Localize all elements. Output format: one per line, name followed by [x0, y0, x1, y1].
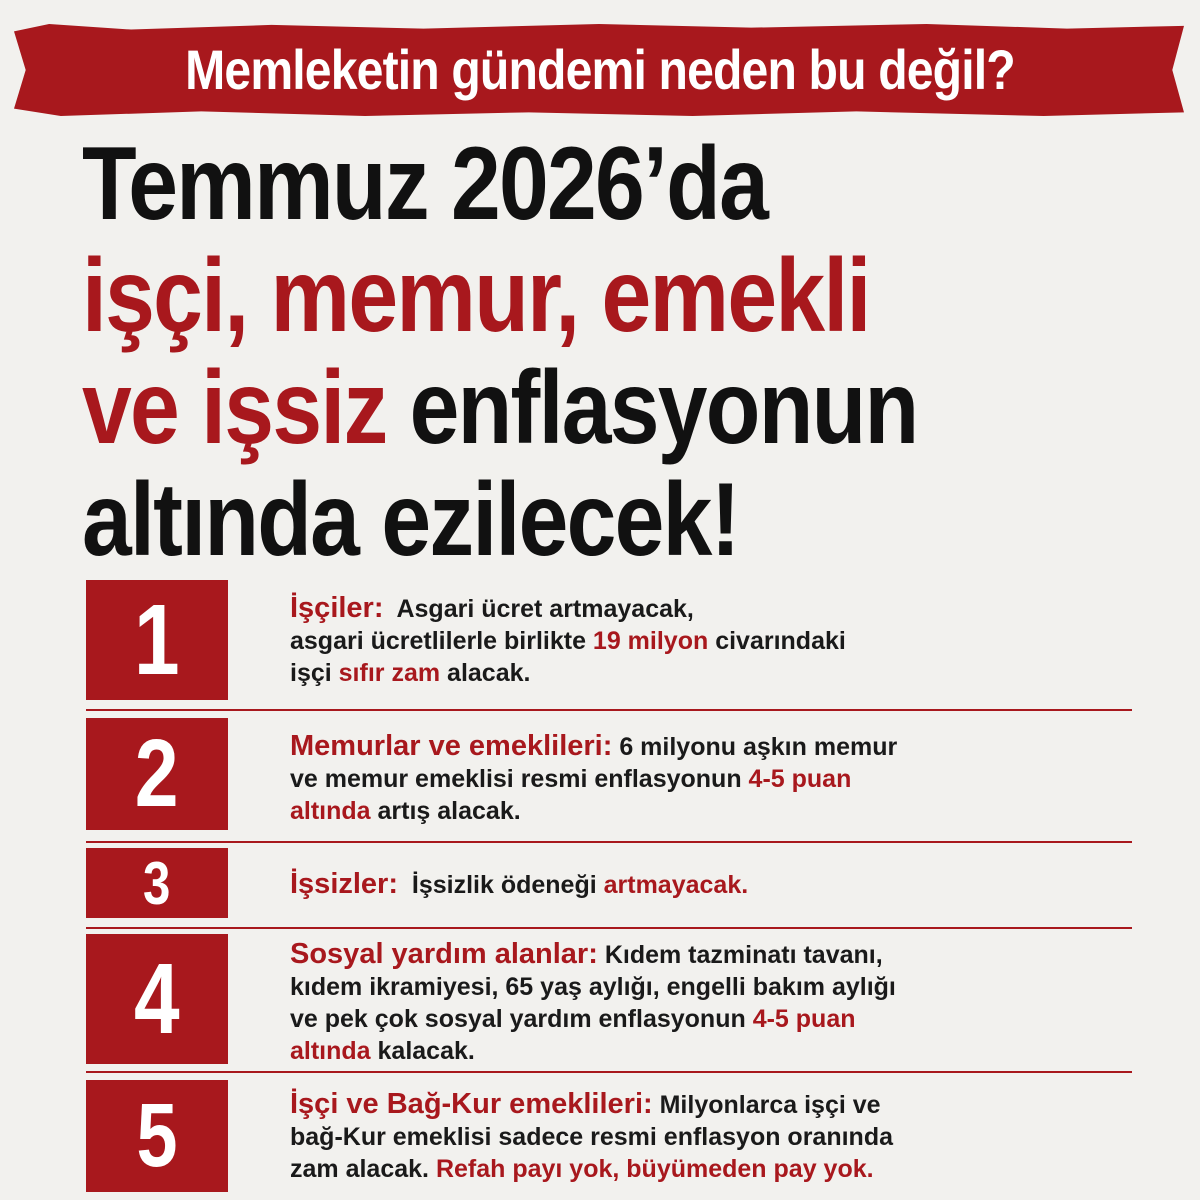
item-text [290, 592, 1090, 689]
item-text-part: zam alacak. [290, 1155, 436, 1183]
divider [86, 927, 1132, 929]
headline-line-3-red: ve işsiz [82, 350, 387, 466]
headline-line-4: altında ezilecek! [82, 462, 739, 578]
item-text-part: asgari ücretlilerle birlikte [290, 627, 593, 655]
list-item-4 [86, 934, 1132, 1072]
item-highlight: 4-5 puan [752, 1005, 856, 1033]
divider [86, 709, 1132, 711]
banner-title: Memleketin gündemi neden bu değil? [185, 38, 1015, 101]
item-text-part: işçi [290, 659, 339, 687]
item-highlight: sıfır zam [338, 659, 441, 687]
item-label: Sosyal yardım alanlar: [290, 938, 598, 970]
item-highlight: artmayacak. [603, 871, 749, 899]
item-highlight: altında [290, 1037, 371, 1065]
item-text [290, 938, 1090, 1067]
headline-line-1: Temmuz 2026’da [82, 126, 768, 242]
item-number-badge: 3 [86, 848, 228, 918]
item-text-part: ve memur emeklisi resmi enflasyonun [290, 765, 749, 793]
item-text-part: Asgari ücret artmayacak, [383, 595, 694, 623]
item-text-part: bağ-Kur emeklisi sadece resmi enflasyon oranında [290, 1123, 894, 1151]
headline [82, 128, 1028, 576]
divider [86, 1071, 1132, 1073]
item-text-part: artış alacak. [370, 797, 521, 825]
item-text-part: İşsizlik ödeneği [398, 871, 604, 899]
item-text-part: 6 milyonu aşkın memur [612, 733, 898, 761]
headline-line-3-black: enflasyonun [386, 350, 918, 466]
item-text [290, 730, 1090, 827]
item-text-part: Kıdem tazminatı tavanı, [597, 941, 883, 969]
item-highlight: 19 milyon [592, 627, 709, 655]
item-number-badge: 1 [86, 580, 228, 700]
item-text-part: ve pek çok sosyal yardım enflasyonun [290, 1005, 753, 1033]
item-highlight: Refah payı yok, büyümeden pay yok. [435, 1155, 874, 1183]
list-item-1 [86, 580, 1132, 710]
item-text-part: alacak. [440, 659, 531, 687]
item-text-part: civarındaki [708, 627, 846, 655]
headline-line-2: işçi, memur, emekli [82, 238, 870, 354]
list-item-3 [86, 848, 1132, 928]
list-item-2 [86, 718, 1132, 842]
item-number-badge: 2 [86, 718, 228, 830]
item-text [290, 868, 1090, 901]
item-label: İşsizler: [290, 868, 398, 900]
headline-line-3 [82, 352, 1028, 464]
list-item-5 [86, 1080, 1132, 1192]
item-text-part: Milyonlarca işçi ve [652, 1091, 881, 1119]
item-label: Memurlar ve emeklileri: [290, 730, 613, 762]
item-highlight: altında [290, 797, 371, 825]
divider [86, 841, 1132, 843]
item-number-badge: 4 [86, 934, 228, 1064]
item-label: İşçi ve Bağ-Kur emeklileri: [290, 1088, 653, 1120]
item-highlight: 4-5 puan [748, 765, 852, 793]
item-number-badge: 5 [86, 1080, 228, 1192]
item-text-part: kalacak. [370, 1037, 475, 1065]
item-text [290, 1088, 1090, 1185]
item-label: İşçiler: [290, 592, 384, 624]
item-text-part: kıdem ikramiyesi, 65 yaş aylığı, engelli bakım aylığı [290, 973, 896, 1001]
